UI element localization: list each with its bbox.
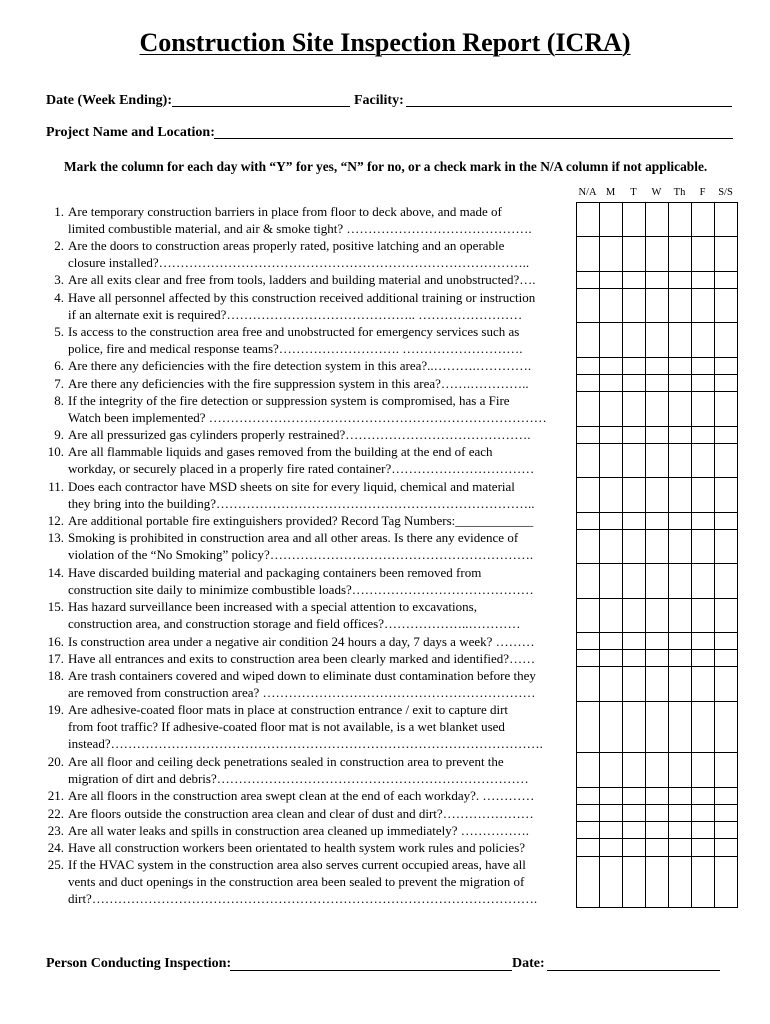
question-text-line: workday, or securely placed in a properly fire rated container?…………………………… xyxy=(68,461,535,477)
question-text xyxy=(68,667,570,701)
question-row xyxy=(40,203,575,237)
question-number: 6. xyxy=(54,358,64,374)
question-row xyxy=(40,357,575,374)
question-row xyxy=(40,529,575,563)
question-number: 17. xyxy=(47,650,64,666)
question-text xyxy=(68,512,570,529)
question-number: 4. xyxy=(54,289,64,305)
question-row xyxy=(40,426,575,443)
question-number: 2. xyxy=(54,237,64,253)
footer-date-label: Date: xyxy=(512,956,545,971)
person-conducting-inspection-label: Person Conducting Inspection: xyxy=(46,956,232,971)
question-text xyxy=(68,529,570,563)
question-number: 15. xyxy=(47,599,64,615)
question-text-line: they bring into the building?……………………………………………………………….. xyxy=(68,495,535,511)
question-text-line: police, fire and medical response teams?………………………. ………………………. xyxy=(68,340,523,356)
question-text-line: Are all exits clear and free from tools, ladders and building material and unobstructed?…. xyxy=(68,272,536,288)
question-number: 3. xyxy=(54,272,64,288)
question-text-line: Does each contractor have MSD sheets on site for every liquid, chemical and material xyxy=(68,478,515,494)
question-row xyxy=(40,443,575,477)
question-text-line: Are floors outside the construction area clean and clear of dust and dirt?………………… xyxy=(68,805,534,821)
question-text xyxy=(68,564,570,598)
column-header-m: M xyxy=(605,187,616,198)
question-text-line: instead?………………………………………………………………………………………. xyxy=(68,736,543,752)
column-header-na: N/A xyxy=(578,187,597,198)
question-text xyxy=(68,598,570,632)
question-text-line: violation of the “No Smoking” policy?……………………………………………………. xyxy=(68,547,534,563)
question-text xyxy=(68,839,570,856)
question-text xyxy=(68,856,570,907)
question-row xyxy=(40,753,575,787)
question-text-line: Are additional portable fire extinguishers provided? Record Tag Numbers:____________ xyxy=(68,513,534,529)
question-text-line: Are all flammable liquids and gases removed from the building at the end of each xyxy=(68,444,493,460)
question-text xyxy=(68,787,570,804)
question-row xyxy=(40,839,575,856)
question-text xyxy=(68,237,570,271)
question-text-line: Have discarded building material and packaging containers been removed from xyxy=(68,564,482,580)
question-text-line: Have all construction workers been orientated to health system work rules and policies? xyxy=(68,839,526,855)
question-text-line: construction area, and construction storage and field offices?………………..………… xyxy=(68,616,521,632)
question-row xyxy=(40,787,575,804)
question-row xyxy=(40,633,575,650)
question-text-line: Are the doors to construction areas properly rated, positive latching and an operable xyxy=(68,237,505,253)
question-text-line: Have all entrances and exits to construction area been clearly marked and identified?…… xyxy=(68,650,536,666)
question-number: 20. xyxy=(47,753,64,769)
facility-field[interactable] xyxy=(406,106,732,107)
question-text xyxy=(68,203,570,237)
question-number: 7. xyxy=(54,375,64,391)
question-row xyxy=(40,478,575,512)
column-header-f: F xyxy=(699,187,706,198)
question-text xyxy=(68,289,570,323)
footer-date-field[interactable] xyxy=(547,970,720,971)
question-text xyxy=(68,805,570,822)
question-text xyxy=(68,753,570,787)
question-number: 14. xyxy=(47,564,64,580)
question-text xyxy=(68,323,570,357)
question-text xyxy=(68,271,570,288)
column-header-t: T xyxy=(630,187,637,198)
question-number: 11. xyxy=(48,478,64,494)
question-text xyxy=(68,822,570,839)
date-week-ending-label: Date (Week Ending): xyxy=(46,93,172,108)
question-row xyxy=(40,392,575,426)
question-number: 16. xyxy=(47,633,64,649)
question-number: 22. xyxy=(47,805,64,821)
question-text-line: Are temporary construction barriers in place from floor to deck above, and made of xyxy=(68,203,502,219)
question-number: 8. xyxy=(54,392,64,408)
question-text xyxy=(68,426,570,443)
question-number: 9. xyxy=(54,427,64,443)
question-number: 21. xyxy=(47,788,64,804)
question-text-line: from foot traffic? If adhesive-coated floor mat is not available, is a wet blanket used xyxy=(68,719,505,735)
question-number: 25. xyxy=(47,857,64,873)
question-text xyxy=(68,392,570,426)
question-row xyxy=(40,375,575,392)
question-text-line: Are trash containers covered and wiped down to eliminate dust contamination before they xyxy=(68,667,536,683)
question-text-line: Are adhesive-coated floor mats in place at construction entrance / exit to capture dirt xyxy=(68,702,509,718)
question-text-line: dirt?…………………………………………………………………………………………. xyxy=(68,891,538,907)
person-conducting-inspection-field[interactable] xyxy=(230,970,512,971)
question-text xyxy=(68,443,570,477)
question-number: 19. xyxy=(47,702,64,718)
question-number: 13. xyxy=(47,530,64,546)
question-text-line: Are there any deficiencies with the fire detection system in this area?..……….…………. xyxy=(68,358,532,374)
instructions: Mark the column for each day with “Y” for yes, “N” for no, or a check mark in the N/A column if not applicable. xyxy=(64,159,708,174)
question-text-line: migration of dirt and debris?……………………………………………………………… xyxy=(68,770,529,786)
question-row xyxy=(40,822,575,839)
question-number: 12. xyxy=(47,513,64,529)
question-text-line: closure installed?………………………………………………………………………….. xyxy=(68,254,530,270)
question-text-line: Have all personnel affected by this construction received additional training or instruction xyxy=(68,289,536,305)
question-text-line: construction site daily to minimize combustible loads?…………………………………… xyxy=(68,581,534,597)
question-text-line: Is construction area under a negative air condition 24 hours a day, 7 days a week? ……… xyxy=(68,633,535,649)
question-text-line: are removed from construction area? ……………………………………………………… xyxy=(68,684,536,700)
question-row xyxy=(40,598,575,632)
column-header-w: W xyxy=(651,187,662,198)
question-text-line: limited combustible material, and air & smoke tight? ……………………………………. xyxy=(68,220,532,236)
question-text xyxy=(68,633,570,650)
date-week-ending-field[interactable] xyxy=(172,106,350,107)
question-text-line: vents and duct openings in the construction area been sealed to prevent the migration of xyxy=(68,874,525,890)
question-text xyxy=(68,375,570,392)
question-row xyxy=(40,805,575,822)
project-name-location-label: Project Name and Location: xyxy=(46,125,215,140)
question-row xyxy=(40,667,575,701)
question-number: 10. xyxy=(47,444,64,460)
question-text-line: Are all pressurized gas cylinders properly restrained?……………………………………. xyxy=(68,427,531,443)
question-text-line: Is access to the construction area free and unobstructed for emergency services such as xyxy=(68,323,520,339)
report-title: Construction Site Inspection Report (ICRA) xyxy=(139,28,631,57)
facility-label: Facility: xyxy=(354,93,404,108)
question-row xyxy=(40,701,575,753)
question-text-line: If the HVAC system in the construction area also serves current occupied areas, have all xyxy=(68,857,526,873)
question-row xyxy=(40,289,575,323)
question-text-line: Has hazard surveillance been increased with a special attention to excavations, xyxy=(68,599,477,615)
question-text-line: Are all floors in the construction area swept clean at the end of each workday?. ………… xyxy=(68,788,535,804)
question-row xyxy=(40,271,575,288)
question-text xyxy=(68,357,570,374)
question-number: 24. xyxy=(47,839,64,855)
question-row xyxy=(40,512,575,529)
question-row xyxy=(40,323,575,357)
question-row xyxy=(40,237,575,271)
question-row xyxy=(40,564,575,598)
question-number: 18. xyxy=(47,667,64,683)
question-text-line: If the integrity of the fire detection or suppression system is compromised, has a Fire xyxy=(68,392,510,408)
question-number: 5. xyxy=(54,323,64,339)
question-text-line: Are there any deficiencies with the fire suppression system in this area?…….………….. xyxy=(68,375,529,391)
question-number: 1. xyxy=(54,203,64,219)
question-text-line: Are all water leaks and spills in construction area cleaned up immediately? ……………. xyxy=(68,822,529,838)
question-number: 23. xyxy=(47,822,64,838)
question-text-line: Watch been implemented? …………………………………………………………………… xyxy=(68,409,547,425)
column-header-th: Th xyxy=(673,187,686,198)
question-text-line: if an alternate exit is required?…………………………………….. …………………… xyxy=(68,306,523,322)
question-text xyxy=(68,478,570,512)
question-row xyxy=(40,856,575,908)
question-text-line: Are all floor and ceiling deck penetrations sealed in construction area to prevent the xyxy=(68,753,504,769)
question-text xyxy=(68,701,570,752)
project-name-location-field[interactable] xyxy=(214,138,733,139)
question-text-line: Smoking is prohibited in construction area and all other areas. Is there any evidence of xyxy=(68,530,519,546)
question-row xyxy=(40,650,575,667)
question-text xyxy=(68,650,570,667)
column-header-ss: S/S xyxy=(718,187,733,198)
